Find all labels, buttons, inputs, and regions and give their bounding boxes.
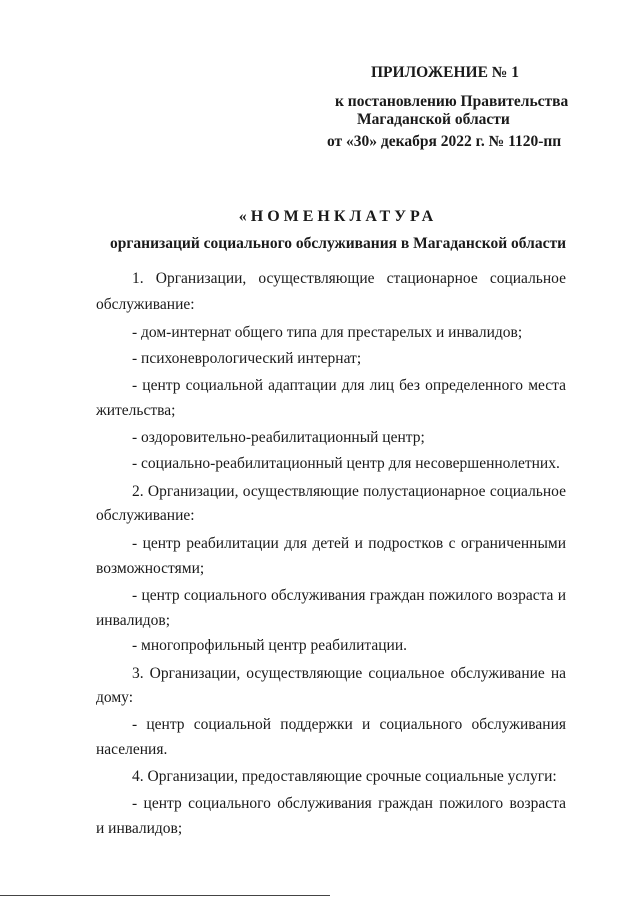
section-2-item-1: - центр реабилитации для детей и подростков с ограниченными [132, 535, 566, 552]
section-4-heading: 4. Организации, предоставляющие срочные социальные услуги: [132, 768, 557, 785]
section-2-item-1-cont: возможностями; [96, 560, 205, 577]
region-name: Магаданской области [357, 111, 510, 128]
document-title: «НОМЕНКЛАТУРА [238, 208, 438, 225]
section-1-item-3: - центр социальной адаптации для лиц без определенного места [132, 377, 566, 394]
section-1-item-5: - социально-реабилитационный центр для несовершеннолетних. [132, 455, 560, 472]
resolution-date-number: от «30» декабря 2022 г. № 1120-пп [327, 133, 562, 150]
section-3-item-1: - центр социальной поддержки и социального обслуживания [132, 716, 566, 733]
scan-edge-line [0, 895, 330, 896]
document-subtitle: организаций социального обслуживания в Магаданской области [109, 235, 566, 252]
section-4-item-1: - центр социального обслуживания граждан пожилого возраста [132, 795, 566, 812]
section-4-item-1-cont: и инвалидов; [96, 820, 183, 837]
section-2-heading: 2. Организации, осуществляющие полустационарное социальное [132, 483, 566, 500]
section-1-item-4: - оздоровительно-реабилитационный центр; [132, 429, 425, 446]
section-2-item-2: - центр социального обслуживания граждан пожилого возраста и [132, 587, 566, 604]
section-2-item-2-cont: инвалидов; [96, 612, 171, 629]
section-1-item-1: - дом-интернат общего типа для престарелых и инвалидов; [132, 324, 523, 341]
section-1-item-2: - психоневрологический интернат; [132, 350, 362, 367]
section-1-heading: 1. Организации, осуществляющие стационарное социальное [132, 270, 566, 287]
resolution-reference: к постановлению Правительства [335, 93, 569, 110]
section-2-item-3: - многопрофильный центр реабилитации. [132, 637, 407, 654]
section-2-heading-cont: обслуживание: [96, 507, 195, 524]
appendix-heading: ПРИЛОЖЕНИЕ № 1 [371, 64, 519, 81]
section-1-heading-cont: обслуживание: [96, 296, 195, 313]
section-1-item-3-cont: жительства; [96, 402, 176, 419]
section-3-item-1-cont: населения. [96, 741, 168, 758]
section-3-heading-cont: дому: [96, 689, 134, 706]
section-3-heading: 3. Организации, осуществляющие социальное обслуживание на [132, 665, 566, 682]
